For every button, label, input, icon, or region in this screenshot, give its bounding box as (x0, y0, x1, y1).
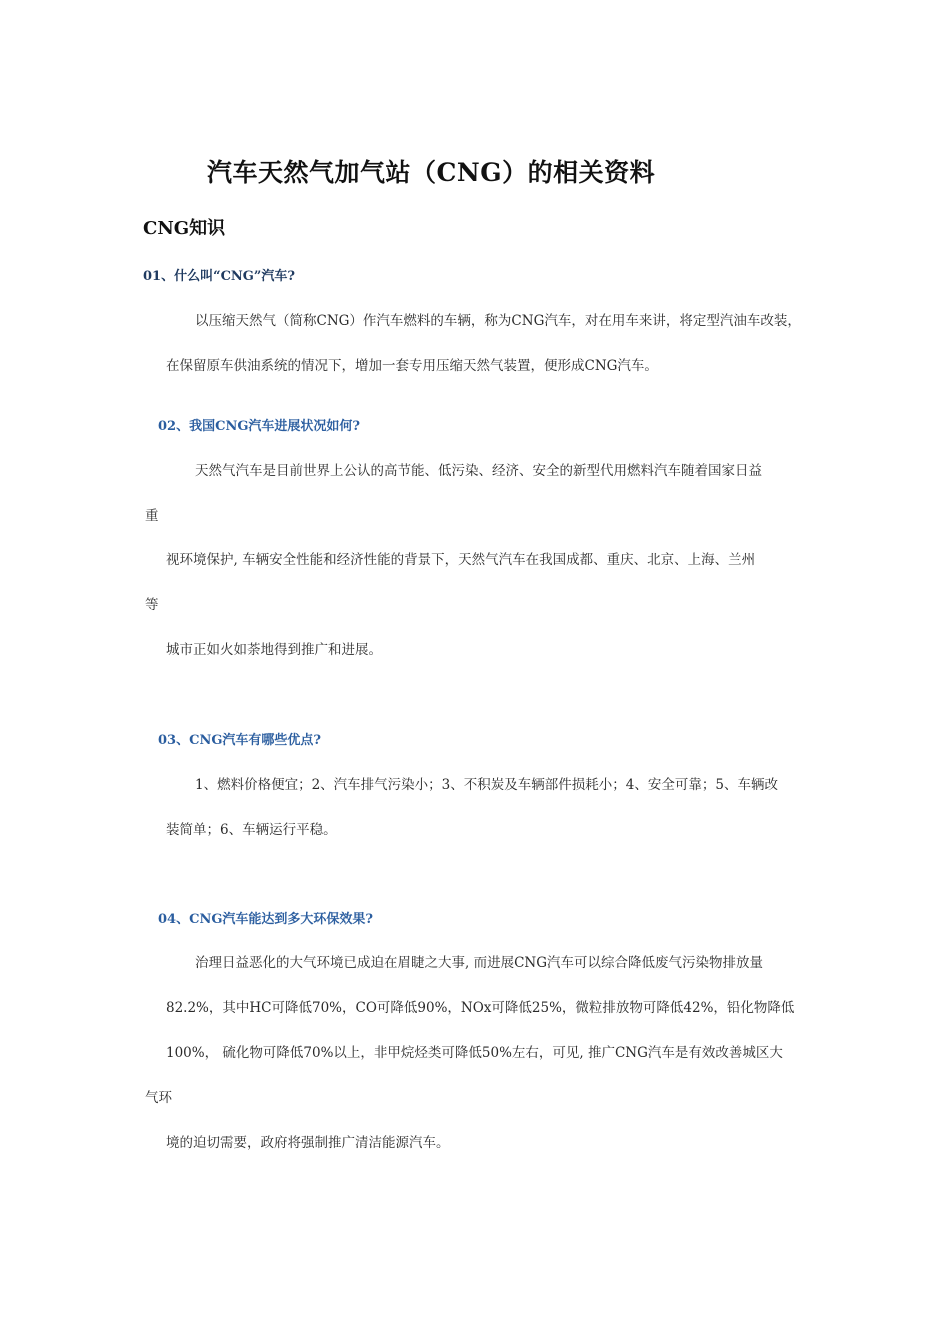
paragraph-line: 视环境保护, 车辆安全性能和经济性能的背景下，天然气汽车在我国成都、重庆、北京、上海、兰州 (166, 552, 756, 568)
question-heading-04: 04、CNG汽车能达到多大环保效果? (158, 912, 374, 927)
paragraph-line: 100%， 硫化物可降低70%以上，非甲烷烃类可降低50%左右，可见, 推广CNG汽车是有效改善城区大 (166, 1045, 783, 1061)
question-heading-03: 03、CNG汽车有哪些优点? (158, 733, 322, 748)
paragraph-line: 以压缩天然气（简称CNG）作汽车燃料的车辆，称为CNG汽车，对在用车来讲，将定型汽油车改装， (195, 313, 801, 329)
paragraph-line: 治理日益恶化的大气环境已成迫在眉睫之大事, 而进展CNG汽车可以综合降低废气污染物排放量 (195, 955, 764, 971)
paragraph-line: 天然气汽车是目前世界上公认的高节能、低污染、经济、安全的新型代用燃料汽车随着国家日益 (195, 463, 762, 479)
paragraph-line: 境的迫切需要，政府将强制推广清洁能源汽车。 (166, 1135, 450, 1151)
paragraph-line: 在保留原车供油系统的情况下，增加一套专用压缩天然气装置，便形成CNG汽车。 (166, 358, 658, 374)
paragraph-line: 气环 (145, 1090, 172, 1106)
paragraph-line: 装简单；6、车辆运行平稳。 (166, 822, 337, 838)
paragraph-line: 城市正如火如荼地得到推广和进展。 (166, 642, 382, 658)
page-title: 汽车天然气加气站（CNG）的相关资料 (207, 158, 656, 187)
paragraph-line: 等 (145, 597, 159, 613)
paragraph-line: 82.2%，其中HC可降低70%，CO可降低90%，NOx可降低25%，微粒排放物可降低42%，铅化物降低 (166, 1000, 795, 1016)
paragraph-line: 重 (145, 508, 159, 524)
paragraph-line: 1、燃料价格便宜；2、汽车排气污染小；3、不积炭及车辆部件损耗小；4、安全可靠；5、车辆改 (195, 777, 778, 793)
question-heading-01: 01、什么叫“CNG”汽车? (143, 269, 295, 284)
question-heading-02: 02、我国CNG汽车进展状况如何? (158, 419, 361, 434)
section-heading: CNG知识 (143, 218, 226, 239)
